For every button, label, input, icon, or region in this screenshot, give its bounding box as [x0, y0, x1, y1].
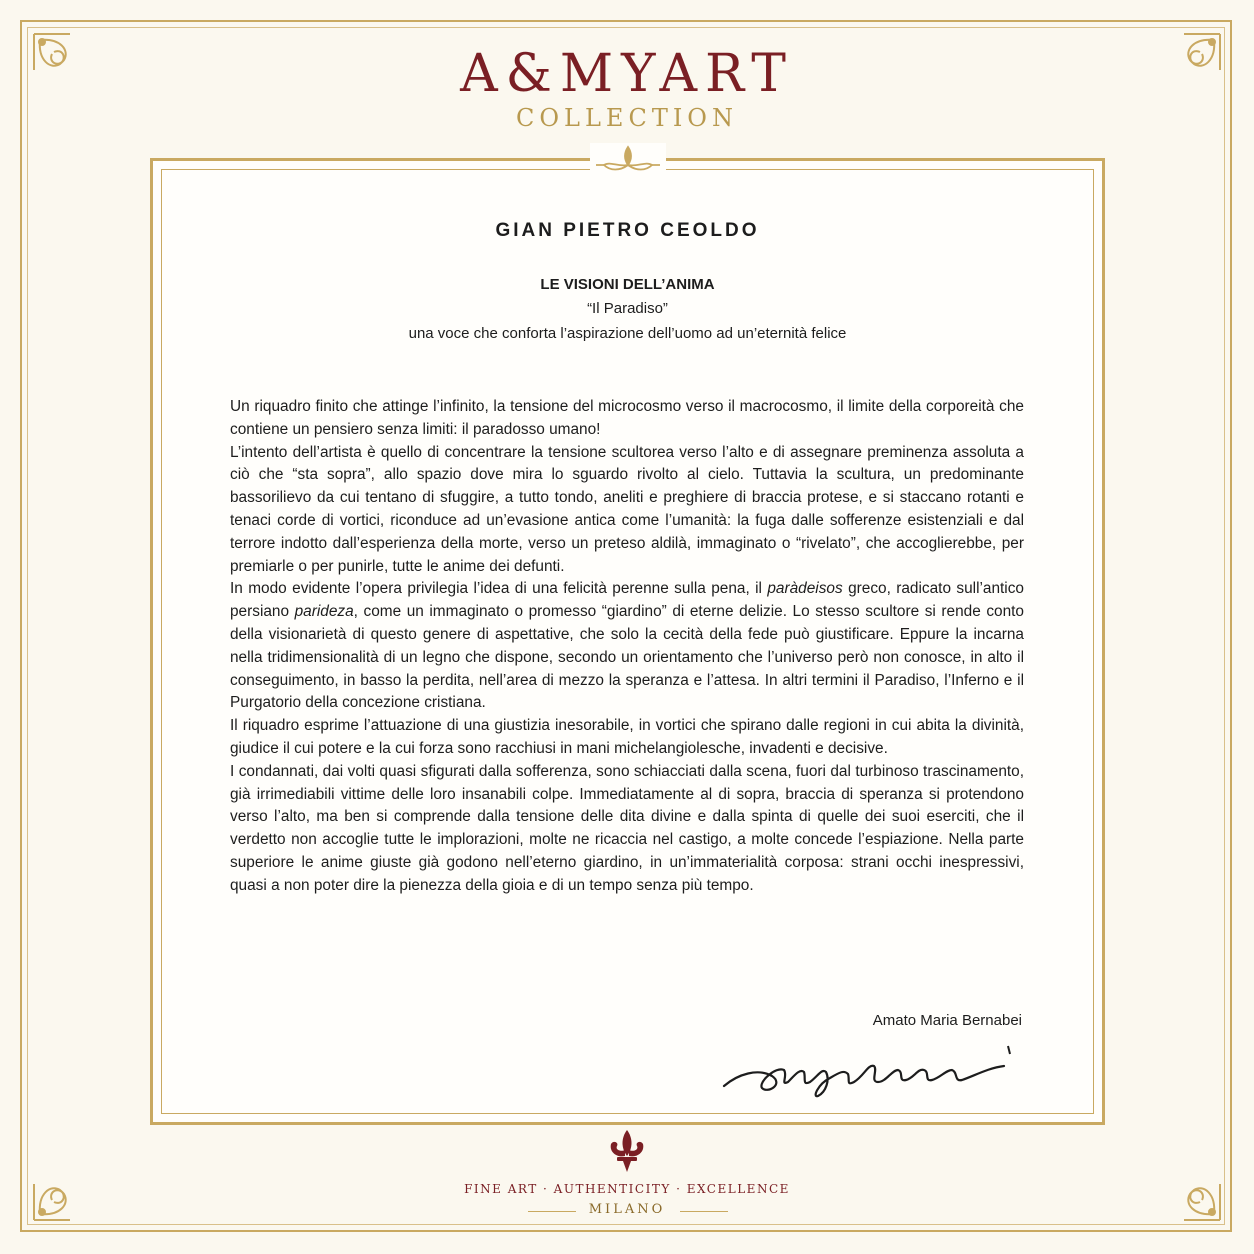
- author-name: Amato Maria Bernabei: [872, 1012, 1022, 1029]
- artist-name: GIAN PIETRO CEOLDO: [495, 220, 760, 241]
- footer-rule-right: [680, 1211, 728, 1212]
- panel-top-ornament: [590, 143, 666, 177]
- parideza-term: parideza: [294, 603, 354, 621]
- footer-city: MILANO: [588, 1202, 666, 1217]
- brand-logo-title: A&MYART: [460, 44, 794, 104]
- paragraph-3: In modo evidente l’opera privilegia l’idea di una felicità perenne sulla pena, il paràdeisos greco, radicato sull’antico persiano parideza, come un immaginato o promesso “giardino” di eterne delizie. Lo stesso scultore si rende conto della visionarietà di questo genere di aspettative, che solo la cecità della fede può giustificare. Eppure la incarna nella tridimensionalità di un legno che dispone, secondo un orientamento che l’universo però non conosce, in alto il conseguimento, in basso la perdita, nell’area di mezzo la speranza e l’attesa. In altri termini il Paradiso, l’Inferno e il Purgatorio della concezione cristiana.: [230, 580, 1024, 712]
- paragraph-1: Un riquadro finito che attinge l’infinito, la tensione del microcosmo verso il macrocosmo, il limite della corporeità che contiene un pensiero senza limiti: il paradosso umano!: [230, 398, 1024, 438]
- series-title: LE VISIONI DELL’ANIMA: [540, 276, 715, 293]
- footer-tagline: FINE ART · AUTHENTICITY · EXCELLENCE: [464, 1182, 790, 1196]
- paradeisos-term: paràdeisos: [767, 580, 843, 598]
- paragraph-4: Il riquadro esprime l’attuazione di una giustizia inesorabile, in vortici che spirano dalle regioni in cui abita la divinità, giudice il cui potere e la cui forza sono racchiusi in mani michelangiolesche, invadenti e decisive.: [230, 717, 1024, 757]
- brand-logo-subtitle: COLLECTION: [516, 104, 738, 132]
- work-title: “Il Paradiso”: [587, 300, 668, 317]
- critical-text: [230, 396, 1024, 898]
- paragraph-5: I condannati, dai volti quasi sfigurati dalla sofferenza, sono schiacciati dalla scena, fuori dal turbinoso trascinamento, già irrimediabili vittime delle loro insanabili colpe. Immediatamente al di sopra, braccia di speranza si protendono verso l’alto, ma ben si comprende dalla tensione delle dita divine e dalla spinta di quelle dei suoi eserciti, che il verdetto non accoglie tutte le implorazioni, molte ne ricaccia nel castigo, a molte concede l’espiazione. Nella parte superiore le anime giuste già godono nell’eterno giardino, in un’immaterialità corposa: strani occhi inespressivi, quasi a non poter dire la pienezza della gioia e di un tempo senza più tempo.: [230, 762, 1024, 894]
- work-tagline: una voce che conforta l’aspirazione dell’uomo ad un’eternità felice: [408, 325, 847, 342]
- handwritten-signature: [718, 1036, 1018, 1102]
- paragraph-2: L’intento dell’artista è quello di concentrare la tensione scultorea verso l’alto e di assegnare preminenza assoluta a ciò che “sta sopra”, allo spazio dove mira lo sguardo rivolto al cielo. Tuttavia la scultura, un predominante bassorilievo da cui tentano di sfuggire, a tutto tondo, aneliti e preghiere di braccia protese, e si staccano rotanti e tenaci corde di vortici, riconduce ad un’evasione antica come l’umanità: la fuga dalle sofferenze esistenziali e dal terrore indotto dall’esperienza della morte, verso un preteso aldilà, immaginato o “rivelato”, che accoglierebbe, per premiarle o per punirle, tutte le anime dei defunti.: [230, 443, 1024, 575]
- fleur-de-lis-icon: [605, 1128, 649, 1174]
